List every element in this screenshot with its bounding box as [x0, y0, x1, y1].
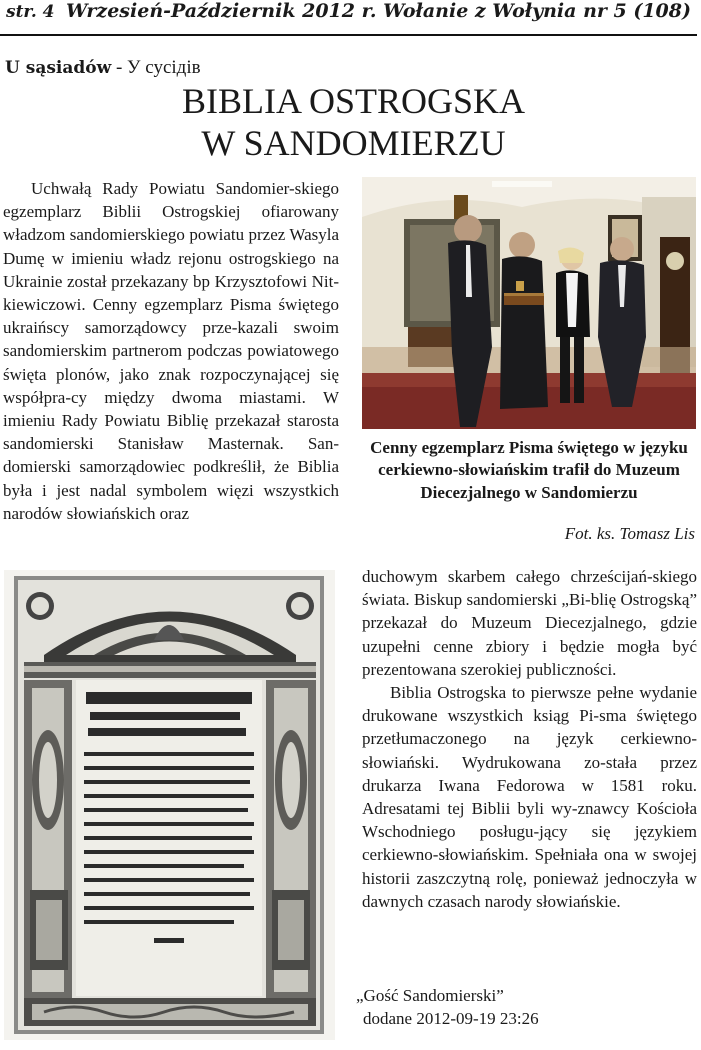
photo-credit: Fot. ks. Tomasz Lis: [564, 524, 695, 543]
header-rule: [0, 34, 697, 36]
article-paragraph-1: Uchwałą Rady Powiatu Sandomier-skiego egzemplarz Biblii Ostrogskiej ofiarowany władzom sandomierskiego powiatu przez Wasyla Dumę w imieniu władz rejonu ostrogskiego na Ukrainie został przekazany bp Krzysztofowi Nit-kiewiczowi. Cenny egzemplarz Pisma świętego ukraińscy samorządowcy prze-kazali swoim sandomierskim partnerom podczas powiatowego święta plonów, jako znak rozpoczynającej się współpra-cy między dwoma miastami. W imieniu Rady Powiatu Biblię przekazał starosta sandomierski Stanisław Masternak. San-domierski samorządowiec podkreślił, że Biblia była i jest nadal symbolem więzi wszystkich narodów słowiańskich oraz: [3, 179, 339, 523]
title-line-1: BIBLIA OSTROGSKA: [181, 81, 526, 121]
article-paragraph-2: Biblia Ostrogska to pierwsze pełne wydanie drukowane wszystkich ksiąg Pi-sma świętego przetłumaczonego na język cerkiewno-słowiański. Wydrukowana zo-stała przez drukarza Iwana Fedorowa w 1581 roku. Adresatami tej Biblii byli wy-znawcy Kościoła Wschodniego posługu-jący się językiem cerkiewno-słowiańskim. Spełniała ona w swojej historii zaszczytną rolę, ponieważ jednoczyła w dawnych czasach narody słowiańskie.: [362, 683, 697, 911]
article-column-left: [3, 177, 339, 525]
bible-title-page-image: [4, 570, 335, 1040]
section-label: [5, 57, 201, 79]
article-source: [356, 984, 539, 1030]
article-column-right: [362, 565, 697, 913]
article-title: [0, 80, 701, 164]
photo-caption: Cenny egzemplarz Pisma świętego w języku cerkiewno-słowiańskim trafił do Muzeum Diecezjalnego w Sandomierzu: [370, 438, 688, 502]
section-label-main: U sąsiadów: [5, 58, 112, 78]
page-number: str. 4: [6, 2, 55, 22]
page-header: [0, 0, 701, 34]
issue-info: Wrzesień-Październik 2012 r. Wołanie z Wołynia nr 5 (108): [65, 0, 691, 22]
ceremony-photo: [362, 177, 696, 429]
article-paragraph-1-continued: duchowym skarbem całego chrześcijań-skiego świata. Biskup sandomierski „Bi-blię Ostrogską” przekazał do Muzeum Diecezjalnego, gdzie uzupełni cenne zbiory i będzie mogła być prezentowana szerokiej publiczności.: [362, 567, 697, 679]
section-label-ukrainian: - У сусідів: [111, 57, 201, 78]
source-date: dodane 2012-09-19 23:26: [363, 1009, 539, 1028]
title-line-2: W SANDOMIERZU: [201, 123, 506, 163]
source-name: „Gość Sandomierski”: [356, 986, 504, 1005]
